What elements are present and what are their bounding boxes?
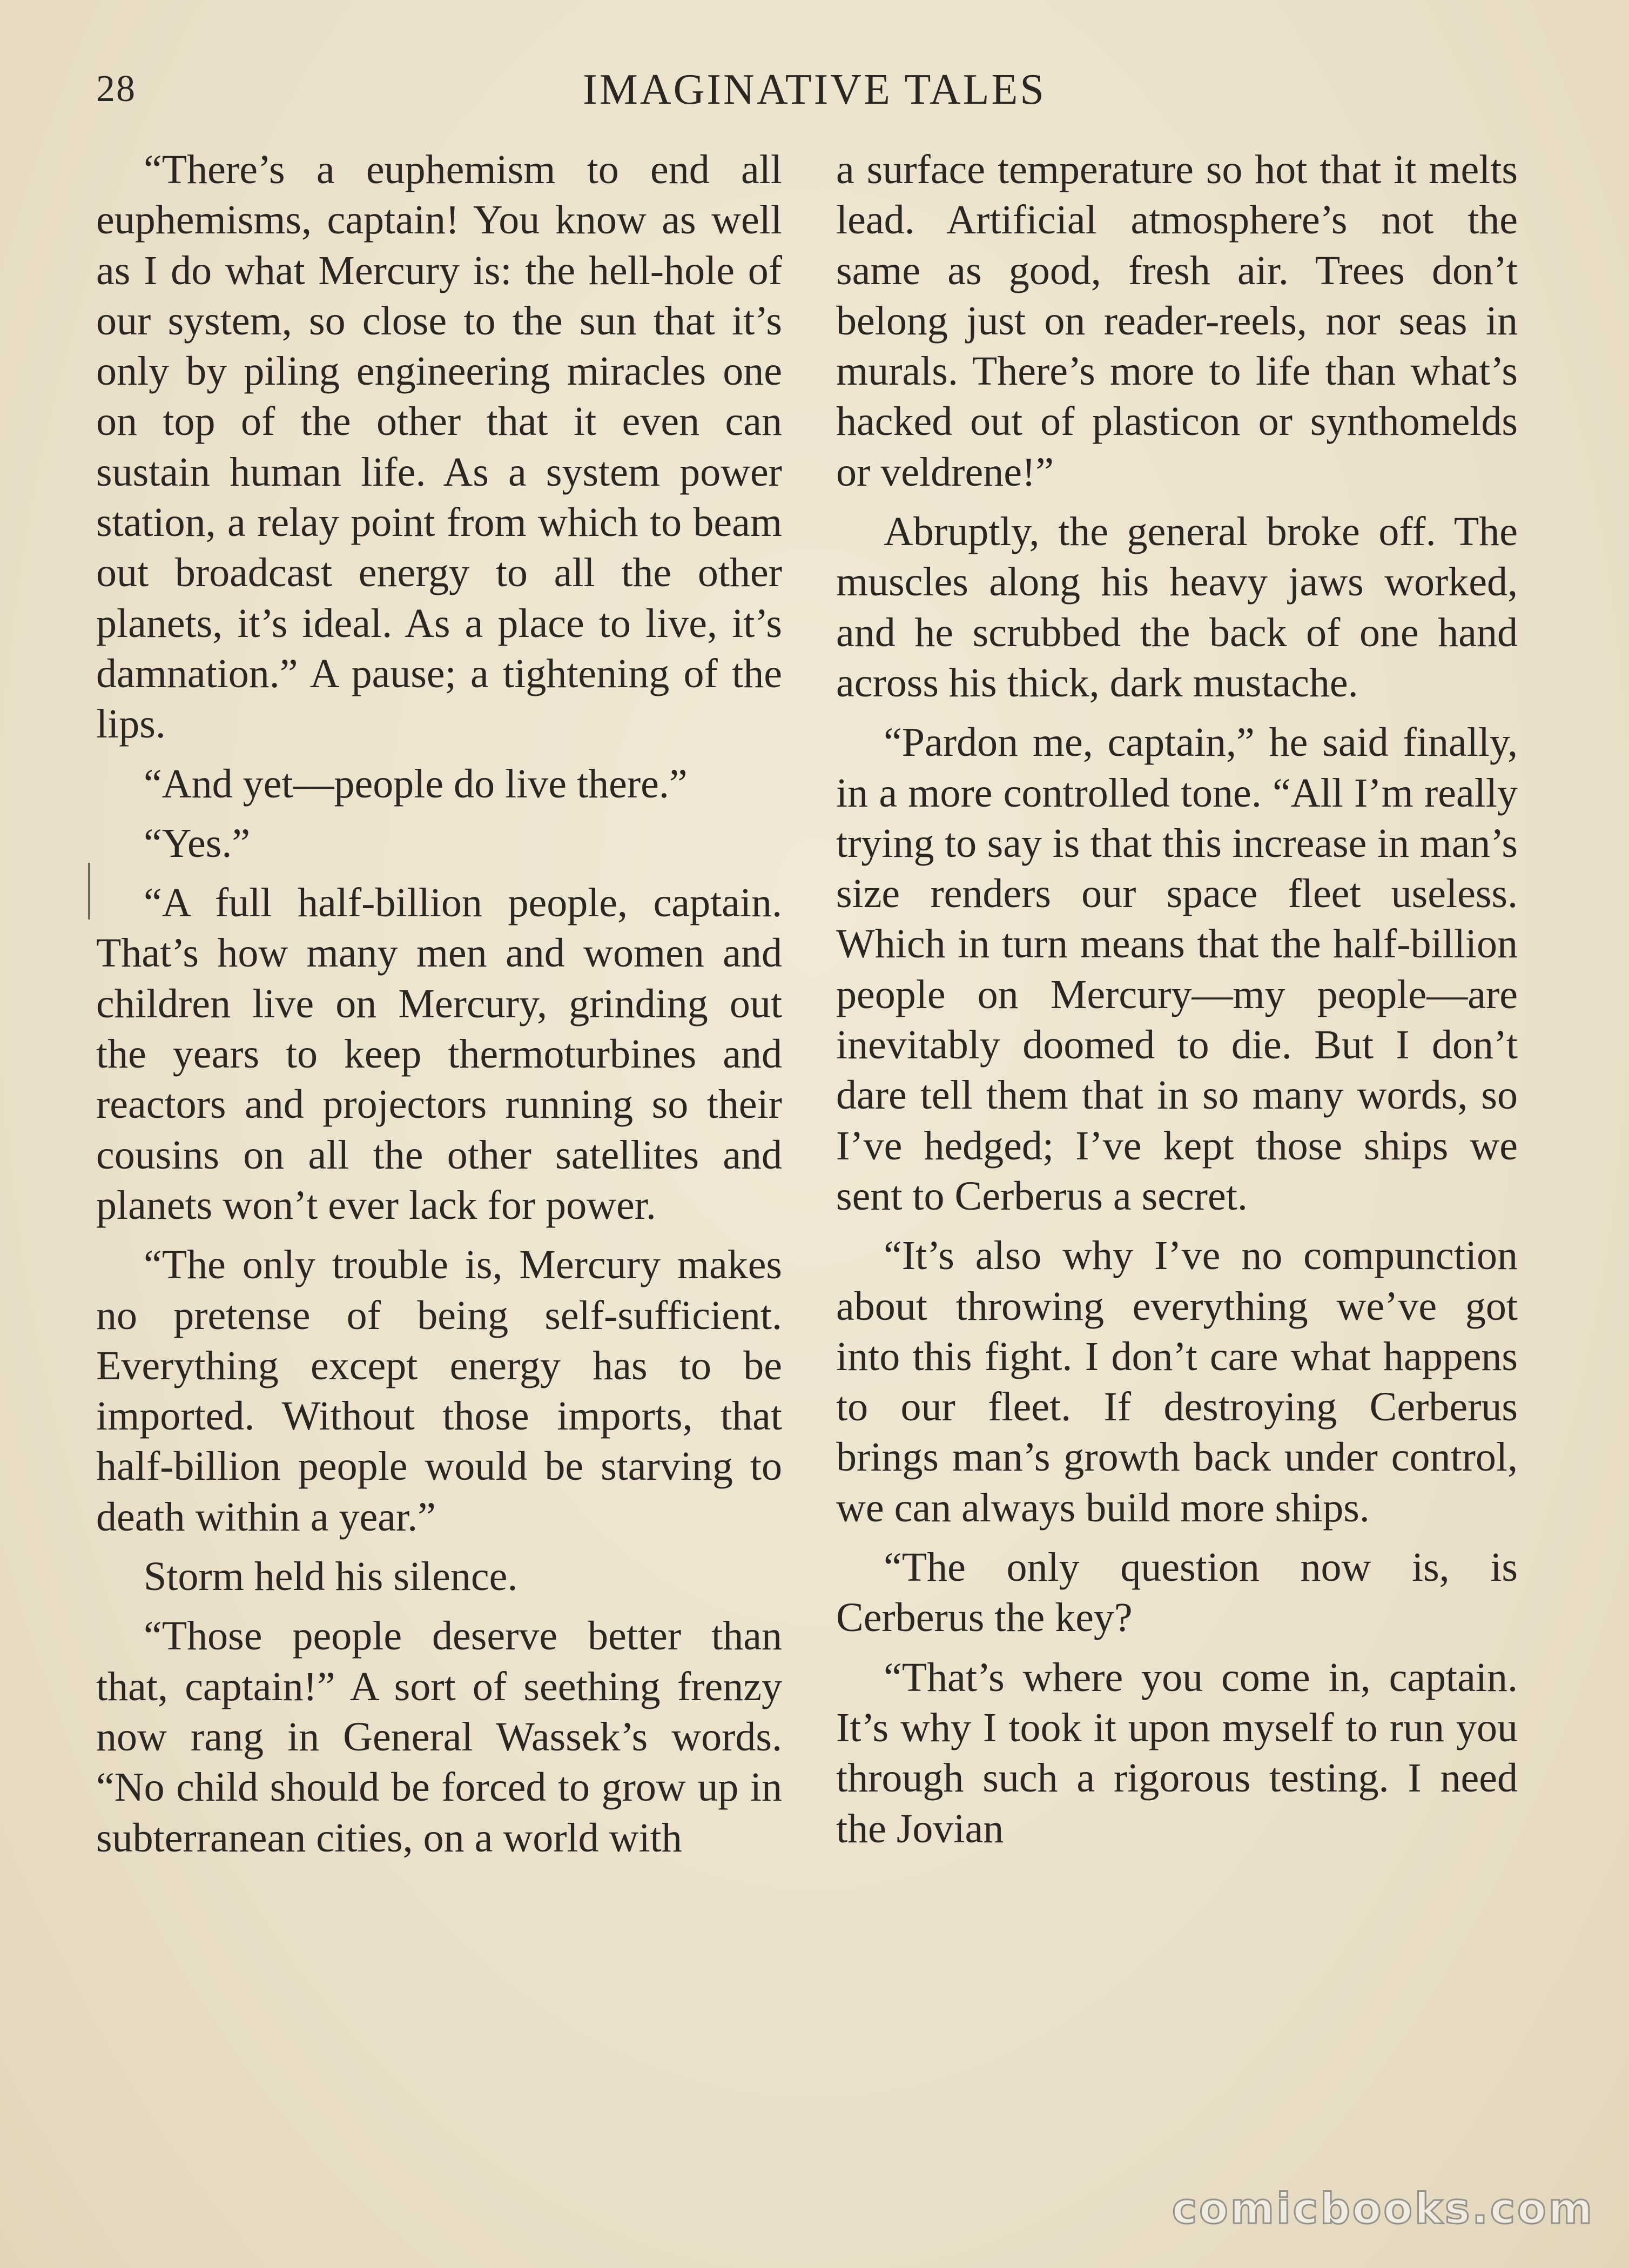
paragraph: “The only question now is, is Cerberus the key? [836, 1545, 1518, 1641]
paragraph: “There’s a euphemism to end all euphemisms, captain! You know as well as I do what Mercury is: the hell-hole of our system, so close to the sun that it’s only by piling engineering miracles one on top of the other that it even can sustain human life. As a system power station, a relay point from which to beam out broadcast energy to all the other planets, it’s ideal. As a place to live, it’s damnation.” A pause; a tightening of the lips. [96, 147, 782, 747]
paragraph: “The only trouble is, Mercury makes no pretense of being self-sufficient. Everything except energy has to be imported. Without those imports, that half-billion people would be starving to death within a year.” [96, 1242, 782, 1540]
running-title: IMAGINATIVE TALES [583, 66, 1046, 113]
paragraph: “It’s also why I’ve no compunction about throwing everything we’ve got into this fight. I don’t care what happens to our fleet. If destroying Cerberus brings man’s growth back under control, we can always build more ships. [836, 1233, 1518, 1531]
margin-mark [88, 863, 90, 920]
left-column [96, 145, 782, 1873]
paragraph: “A full half-billion people, captain. That’s how many men and women and children live on Mercury, grinding out the years to keep thermoturbines and reactors and projectors running so their cousins on all the other satellites and planets won’t ever lack for power. [96, 880, 782, 1228]
paragraph: “Yes.” [144, 820, 251, 866]
paragraph: a surface temperature so hot that it melts lead. Artificial atmosphere’s not the same as good, fresh air. Trees don’t belong just on reader-reels, nor seas in murals. There’s more to life than what’s hacked out of plasticon or synthomelds or veldrene!” [836, 147, 1518, 495]
paragraph: “And yet—people do live there.” [144, 761, 688, 807]
paragraph: “Pardon me, captain,” he said finally, in a more controlled tone. “All I’m really trying to say is that this increase in man’s size renders our space fleet useless. Which in turn means that the half-billion people on Mercury—my people—are inevitably doomed to die. But I don’t dare tell them that in so many words, so I’ve hedged; I’ve kept those ships we sent to Cerberus a secret. [836, 720, 1518, 1219]
watermark-logo: comicbooks.com [1172, 2185, 1594, 2233]
paragraph: “That’s where you come in, captain. It’s why I took it upon myself to run you through such a rigorous testing. I need the Jovian [836, 1654, 1518, 1851]
right-column [836, 145, 1518, 1863]
paragraph: Abruptly, the general broke off. The muscles along his heavy jaws worked, and he scrubbed the back of one hand across his thick, dark mustache. [836, 509, 1518, 706]
paragraph: “Those people deserve better than that, captain!” A sort of seething frenzy now rang in General Wassek’s words. “No child should be forced to grow up in subterranean cities, on a world with [96, 1613, 782, 1861]
paragraph: Storm held his silence. [144, 1554, 518, 1600]
page-number: 28 [96, 68, 136, 110]
